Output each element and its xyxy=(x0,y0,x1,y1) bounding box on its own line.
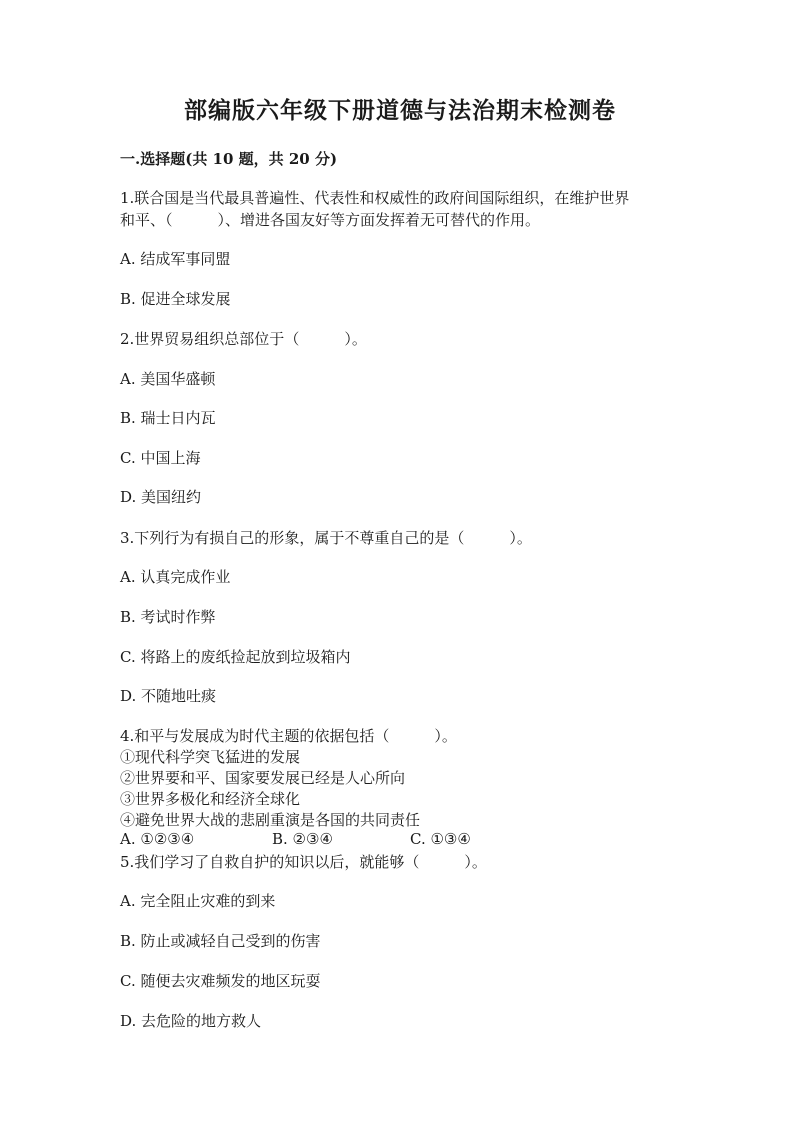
question-4-option-b: B. ②③④ xyxy=(272,830,333,848)
question-4-option-c: C. ①③④ xyxy=(410,830,471,848)
question-2-option-d: D. 美国纽约 xyxy=(120,488,202,506)
question-2-option-c: C. 中国上海 xyxy=(120,449,201,467)
question-5-option-b: B. 防止或减轻自己受到的伤害 xyxy=(120,932,321,950)
question-1-stem-line-1: 1.联合国是当代最具普遍性、代表性和权威性的政府间国际组织，在维护世界 xyxy=(120,189,630,207)
page-title: 部编版六年级下册道德与法治期末检测卷 xyxy=(184,97,616,124)
question-4-options xyxy=(120,830,471,848)
question-4-statement-1: ①现代科学突飞猛进的发展 xyxy=(120,748,301,766)
question-4-statement-4: ④避免世界大战的悲剧重演是各国的共同责任 xyxy=(120,811,421,829)
question-4-statement-2: ②世界要和平、国家要发展已经是人心所向 xyxy=(120,769,406,787)
question-3-option-a: A. 认真完成作业 xyxy=(120,568,231,586)
question-4-statement-3: ③世界多极化和经济全球化 xyxy=(120,790,301,808)
question-5-option-c: C. 随便去灾难频发的地区玩耍 xyxy=(120,972,321,990)
question-2-option-b: B. 瑞士日内瓦 xyxy=(120,409,216,427)
question-5-stem: 5.我们学习了自救自护的知识以后，就能够（ ）。 xyxy=(120,853,487,871)
question-3-option-d: D. 不随地吐痰 xyxy=(120,687,217,705)
question-1-stem-line-2: 和平、（ ）、增进各国友好等方面发挥着无可替代的作用。 xyxy=(120,211,541,229)
question-3-stem: 3.下列行为有损自己的形象，属于不尊重自己的是（ ）。 xyxy=(120,529,532,547)
question-3-option-b: B. 考试时作弊 xyxy=(120,608,216,626)
question-5-option-a: A. 完全阻止灾难的到来 xyxy=(120,892,276,910)
question-1-option-b: B. 促进全球发展 xyxy=(120,290,231,308)
question-4-option-a: A. ①②③④ xyxy=(120,830,195,848)
question-3-option-c: C. 将路上的废纸捡起放到垃圾箱内 xyxy=(120,648,351,666)
question-4-stem: 4.和平与发展成为时代主题的依据包括（ ）。 xyxy=(120,727,457,745)
section-heading: 一.选择题(共 10 题，共 20 分) xyxy=(120,150,338,168)
question-5-option-d: D. 去危险的地方救人 xyxy=(120,1012,262,1030)
question-2-option-a: A. 美国华盛顿 xyxy=(120,370,216,388)
question-2-stem: 2.世界贸易组织总部位于（ ）。 xyxy=(120,330,367,348)
question-1-option-a: A. 结成军事同盟 xyxy=(120,250,231,268)
